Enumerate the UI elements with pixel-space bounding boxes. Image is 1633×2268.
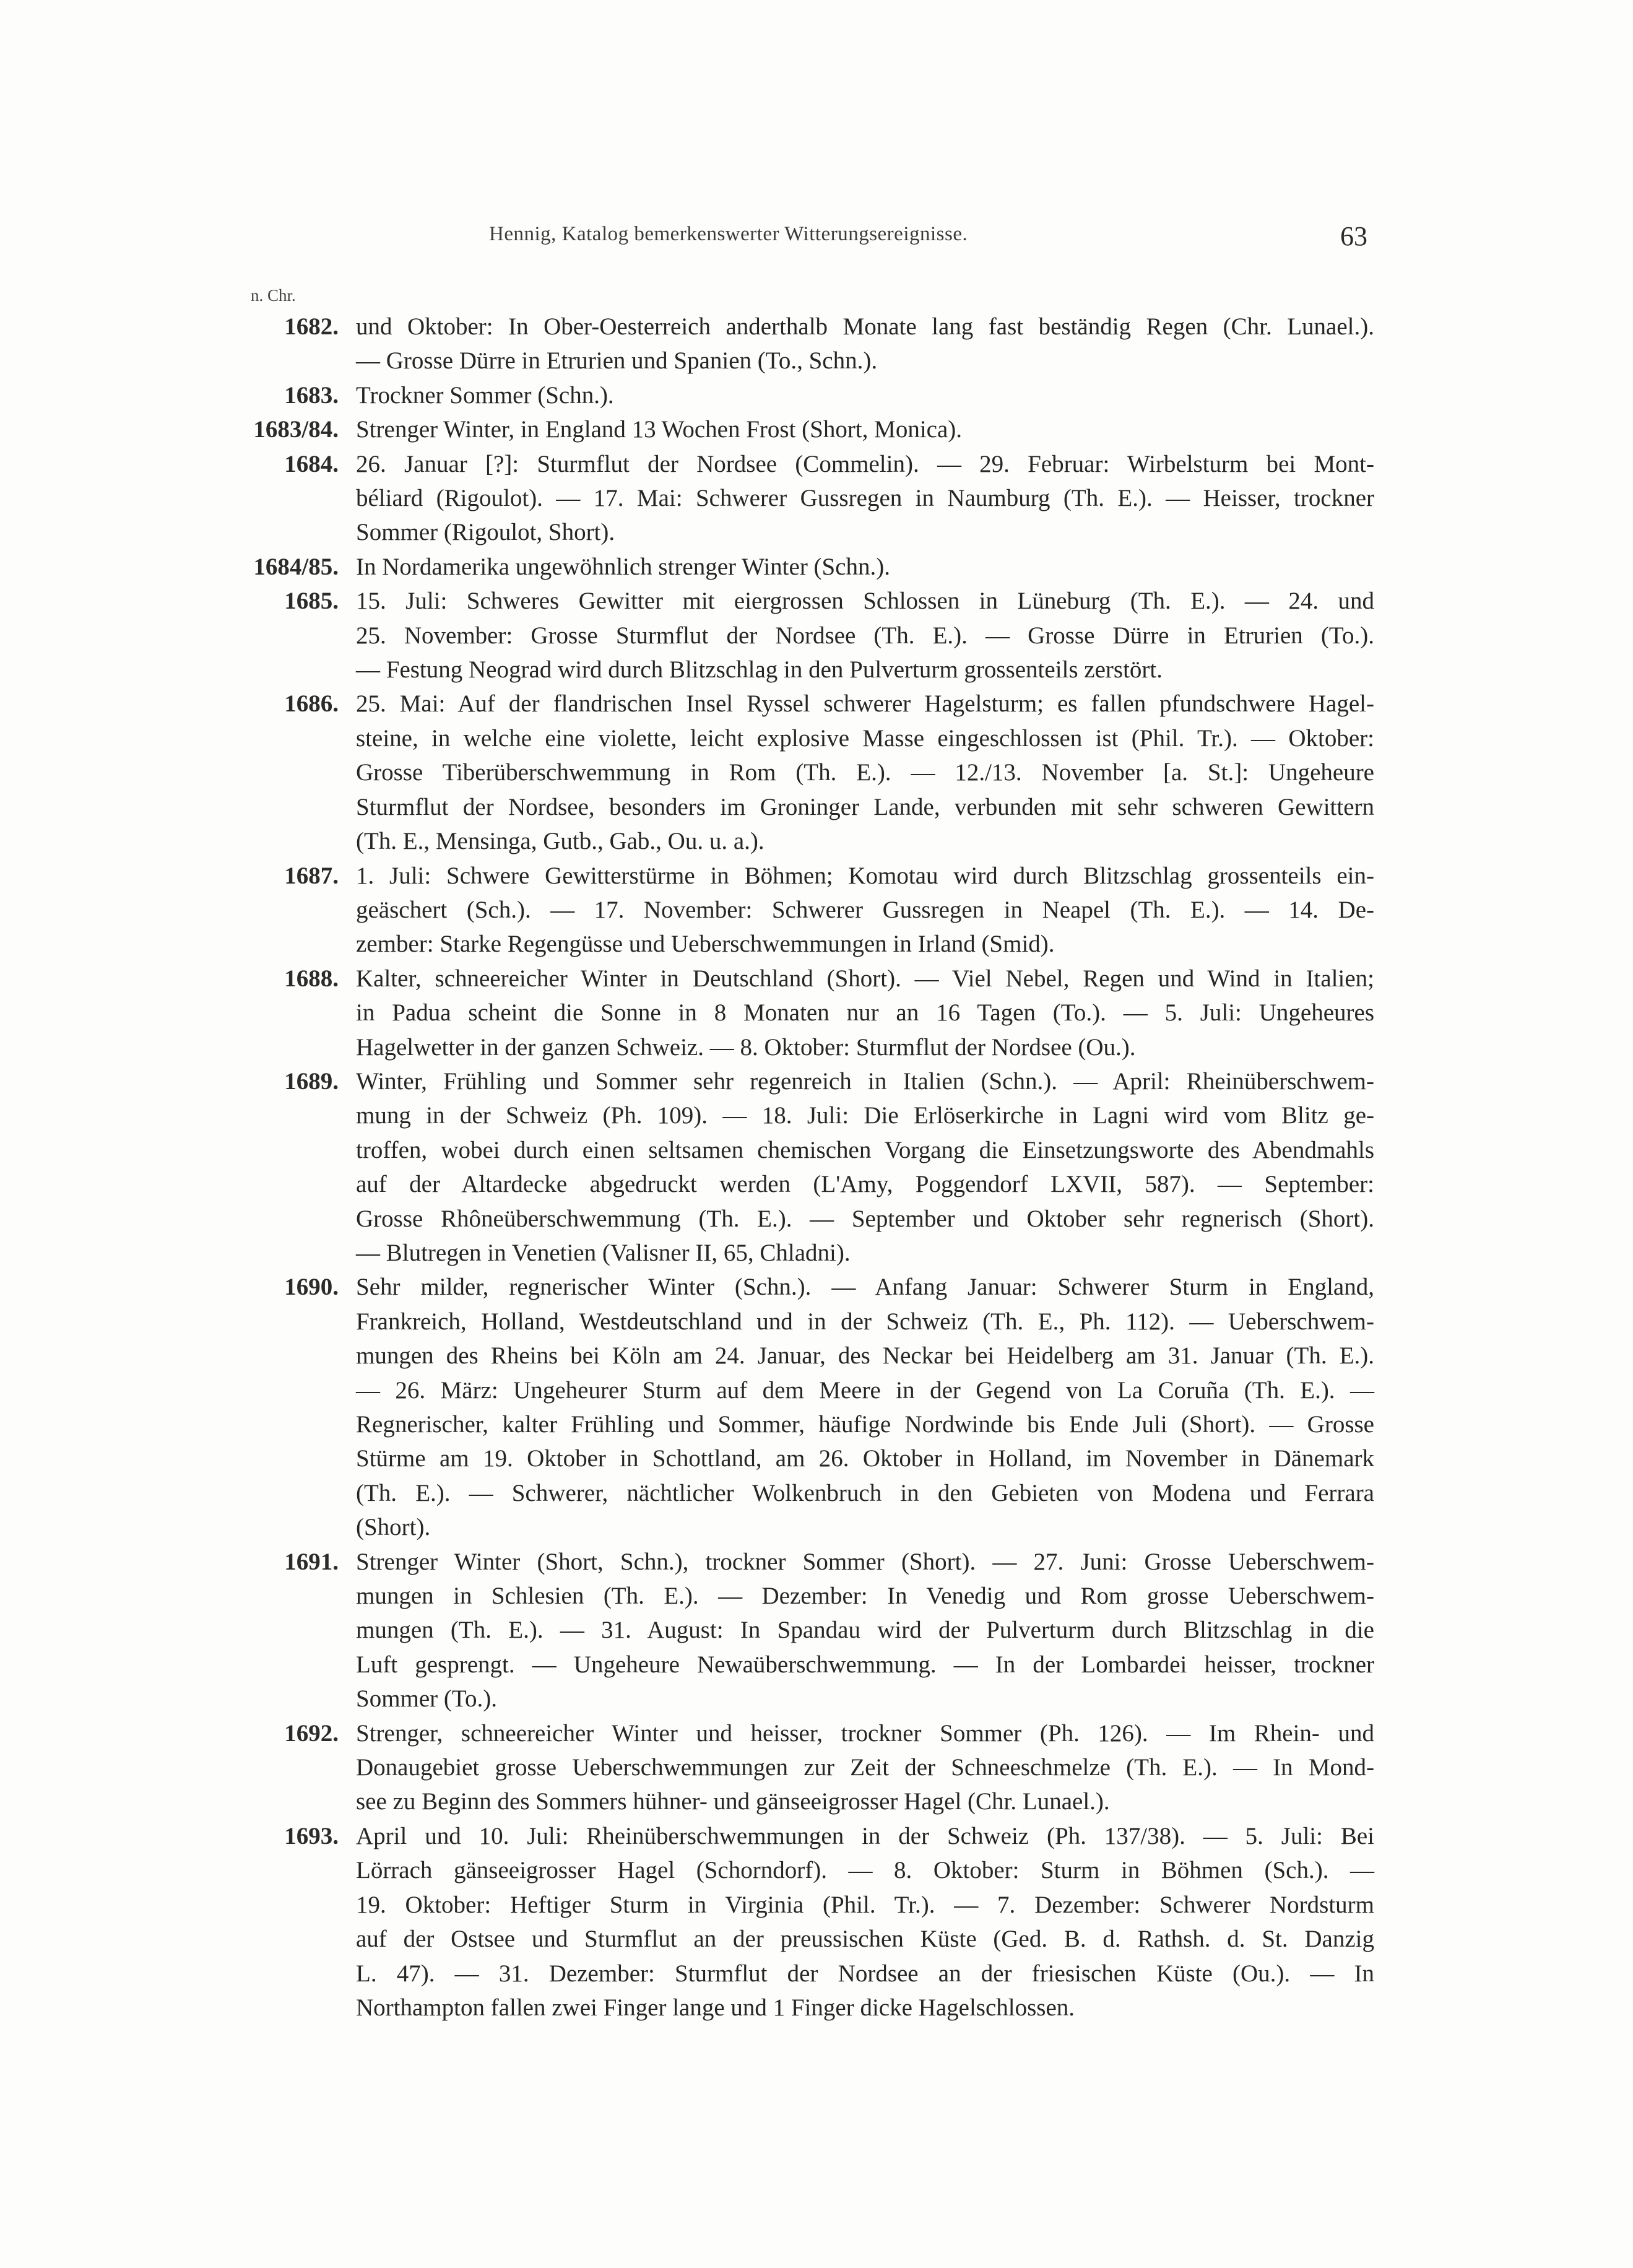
entry-year: 1683.	[284, 381, 339, 409]
catalog-entry	[186, 1270, 1374, 1544]
entry-text-line: mung in der Schweiz (Ph. 109). — 18. Juli: Die Erlöserkirche in Lagni wird vom Blitz ge-	[356, 1102, 1374, 1129]
entry-year: 1685.	[284, 588, 339, 615]
entry-year: 1684/85.	[253, 553, 339, 580]
catalog-entry	[186, 687, 1374, 858]
entry-year: 1691.	[284, 1548, 339, 1575]
entry-text-line: Sommer (Rigoulot, Short).	[356, 519, 615, 546]
entry-text-line: Luft gesprengt. — Ungeheure Newaüberschwemmung. — In der Lombardei heisser, trockner	[356, 1651, 1374, 1678]
entry-text-line: 1. Juli: Schwere Gewitterstürme in Böhmen; Komotau wird durch Blitzschlag grossenteils ein-	[356, 862, 1374, 889]
running-header	[0, 223, 1633, 260]
entry-text-line: Northampton fallen zwei Finger lange und 1 Finger dicke Hagelschlossen.	[356, 1994, 1075, 2021]
entry-text-line: In Nordamerika ungewöhnlich strenger Winter (Schn.).	[356, 553, 891, 580]
catalog-entry	[186, 1716, 1374, 1819]
entry-text	[356, 687, 1374, 858]
entry-text	[356, 1270, 1374, 1544]
entry-text-line: April und 10. Juli: Rheinüberschwemmungen in der Schweiz (Ph. 137/38). — 5. Juli: Bei	[356, 1822, 1374, 1849]
entry-text-line: Strenger Winter (Short, Schn.), trockner Sommer (Short). — 27. Juni: Grosse Ueberschwem-	[356, 1548, 1374, 1575]
entry-text-line: Winter, Frühling und Sommer sehr regenreich in Italien (Schn.). — April: Rheinüberschwem-	[356, 1067, 1374, 1095]
entry-text-line: troffen, wobei durch einen seltsamen chemischen Vorgang die Einsetzungsworte des Abendmahls	[356, 1136, 1374, 1163]
entry-text-line: Donaugebiet grosse Ueberschwemmungen zur Zeit der Schneeschmelze (Th. E.). — In Mond-	[356, 1754, 1374, 1781]
catalog-entry	[186, 1064, 1374, 1270]
entry-text-line: mungen des Rheins bei Köln am 24. Januar, des Neckar bei Heidelberg am 31. Januar (Th. E.).	[356, 1342, 1374, 1370]
entry-text	[356, 1064, 1374, 1270]
entry-text-line: mungen in Schlesien (Th. E.). — Dezember: In Venedig und Rom grosse Ueberschwem-	[356, 1583, 1374, 1610]
entry-text	[356, 859, 1374, 962]
entry-text-line: see zu Beginn des Sommers hühner- und gänseeigrosser Hagel (Chr. Lunael.).	[356, 1788, 1110, 1815]
catalog-entry	[186, 1819, 1374, 2025]
entry-text-line: (Th. E., Mensinga, Gutb., Gab., Ou. u. a.).	[356, 828, 765, 855]
entry-text-line: Grosse Tiberüberschwemmung in Rom (Th. E.). — 12./13. November [a. St.]: Ungeheure	[356, 759, 1374, 786]
entry-text-line: Grosse Rhôneüberschwemmung (Th. E.). — September und Oktober sehr regnerisch (Short).	[356, 1205, 1374, 1232]
catalog-entry	[186, 310, 1374, 378]
entry-text	[356, 310, 1374, 378]
entry-text-line: Kalter, schneereicher Winter in Deutschland (Short). — Viel Nebel, Regen und Wind in Italien;	[356, 965, 1374, 992]
entry-text-line: Hagelwetter in der ganzen Schweiz. — 8. Oktober: Sturmflut der Nordsee (Ou.).	[356, 1033, 1136, 1061]
entry-text-line: Stürme am 19. Oktober in Schottland, am 26. Oktober in Holland, im November in Dänemark	[356, 1445, 1374, 1472]
entry-text	[356, 1545, 1374, 1716]
entry-text	[356, 412, 1374, 446]
entry-text-line: 25. November: Grosse Sturmflut der Nordsee (Th. E.). — Grosse Dürre in Etrurien (To.).	[356, 622, 1374, 649]
catalog-entry	[186, 859, 1374, 962]
catalog-entry	[186, 447, 1374, 550]
entry-text-line: geäschert (Sch.). — 17. November: Schwerer Gussregen in Neapel (Th. E.). — 14. De-	[356, 896, 1374, 923]
entry-text-line: — Blutregen in Venetien (Valisner II, 65, Chladni).	[356, 1239, 851, 1266]
entry-text	[356, 1716, 1374, 1819]
catalog-entry	[186, 1545, 1374, 1716]
entry-text-line: Trockner Sommer (Schn.).	[356, 381, 614, 409]
entry-text-line: auf der Ostsee und Sturmflut an der preussischen Küste (Ged. B. d. Rathsh. d. St. Danzig	[356, 1926, 1374, 1953]
entry-text-line: steine, in welche eine violette, leicht explosive Masse eingeschlossen ist (Phil. Tr.). — Oktober:	[356, 724, 1374, 752]
catalog-entry	[186, 584, 1374, 687]
catalog-entry	[186, 412, 1374, 446]
entry-text-line: L. 47). — 31. Dezember: Sturmflut der Nordsee an der friesischen Küste (Ou.). — In	[356, 1960, 1374, 1987]
entry-text-line: Frankreich, Holland, Westdeutschland und in der Schweiz (Th. E., Ph. 112). — Ueberschwem-	[356, 1308, 1374, 1335]
entry-text-line: 19. Oktober: Heftiger Sturm in Virginia (Phil. Tr.). — 7. Dezember: Schwerer Nordsturm	[356, 1891, 1374, 1918]
entry-text-line: mungen (Th. E.). — 31. August: In Spandau wird der Pulverturm durch Blitzschlag in die	[356, 1617, 1374, 1644]
entry-text-line: Sehr milder, regnerischer Winter (Schn.). — Anfang Januar: Schwerer Sturm in England,	[356, 1274, 1374, 1301]
entry-text-line: béliard (Rigoulot). — 17. Mai: Schwerer Gussregen in Naumburg (Th. E.). — Heisser, trockner	[356, 485, 1374, 512]
header-title: Hennig, Katalog bemerkenswerter Witterungsereignisse.	[489, 223, 968, 245]
entry-text-line: Sommer (To.).	[356, 1685, 497, 1713]
catalog-entry	[186, 962, 1374, 1064]
entry-text-line: (Short).	[356, 1514, 431, 1541]
entry-text-line: — Festung Neograd wird durch Blitzschlag in den Pulverturm grossenteils zerstört.	[356, 656, 1163, 684]
catalog-entries	[186, 310, 1374, 2025]
entry-text-line: auf der Altardecke abgedruckt werden (L'Amy, Poggendorf LXVII, 587). — September:	[356, 1171, 1374, 1198]
entry-text-line: Strenger, schneereicher Winter und heisser, trockner Sommer (Ph. 126). — Im Rhein- und	[356, 1719, 1374, 1747]
entry-text-line: Sturmflut der Nordsee, besonders im Groninger Lande, verbunden mit sehr schweren Gewittern	[356, 793, 1374, 820]
entry-year: 1686.	[284, 690, 339, 718]
entry-text	[356, 447, 1374, 550]
entry-text	[356, 584, 1374, 687]
entry-text-line: 15. Juli: Schweres Gewitter mit eiergrossen Schlossen in Lüneburg (Th. E.). — 24. und	[356, 588, 1374, 615]
entry-year: 1682.	[284, 313, 339, 340]
entry-text-line: Regnerischer, kalter Frühling und Sommer, häufige Nordwinde bis Ende Juli (Short). — Grosse	[356, 1411, 1374, 1438]
entry-text-line: 26. Januar [?]: Sturmflut der Nordsee (Commelin). — 29. Februar: Wirbelsturm bei Mont-	[356, 450, 1374, 477]
entry-text	[356, 378, 1374, 412]
entry-text-line: Strenger Winter, in England 13 Wochen Frost (Short, Monica).	[356, 416, 963, 443]
entry-year: 1684.	[284, 450, 339, 477]
entry-text	[356, 962, 1374, 1064]
era-label: n. Chr.	[251, 286, 296, 305]
entry-year: 1693.	[284, 1822, 339, 1849]
entry-year: 1683/84.	[253, 416, 339, 443]
catalog-entry	[186, 378, 1374, 412]
catalog-entry	[186, 550, 1374, 584]
entry-text-line: zember: Starke Regengüsse und Ueberschwemmungen in Irland (Smid).	[356, 931, 1055, 958]
entry-year: 1690.	[284, 1274, 339, 1301]
entry-text	[356, 1819, 1374, 2025]
entry-year: 1692.	[284, 1719, 339, 1747]
entry-text-line: Lörrach gänseeigrosser Hagel (Schorndorf). — 8. Oktober: Sturm in Böhmen (Sch.). —	[356, 1857, 1374, 1884]
entry-year: 1688.	[284, 965, 339, 992]
entry-year: 1689.	[284, 1067, 339, 1095]
entry-text-line: in Padua scheint die Sonne in 8 Monaten nur an 16 Tagen (To.). — 5. Juli: Ungeheures	[356, 999, 1374, 1027]
entry-year: 1687.	[284, 862, 339, 889]
entry-text-line: — 26. März: Ungeheurer Sturm auf dem Meere in der Gegend von La Coruña (Th. E.). —	[356, 1376, 1374, 1404]
entry-text-line: und Oktober: In Ober-Oesterreich anderthalb Monate lang fast beständig Regen (Chr. Lunael.).	[356, 313, 1374, 340]
entry-text-line: — Grosse Dürre in Etrurien und Spanien (To., Schn.).	[356, 347, 878, 375]
entry-text-line: 25. Mai: Auf der flandrischen Insel Ryssel schwerer Hagelsturm; es fallen pfundschwere Hagel-	[356, 690, 1374, 718]
page-number: 63	[1340, 221, 1367, 251]
entry-text	[356, 550, 1374, 584]
entry-text-line: (Th. E.). — Schwerer, nächtlicher Wolkenbruch in den Gebieten von Modena und Ferrara	[356, 1479, 1374, 1506]
